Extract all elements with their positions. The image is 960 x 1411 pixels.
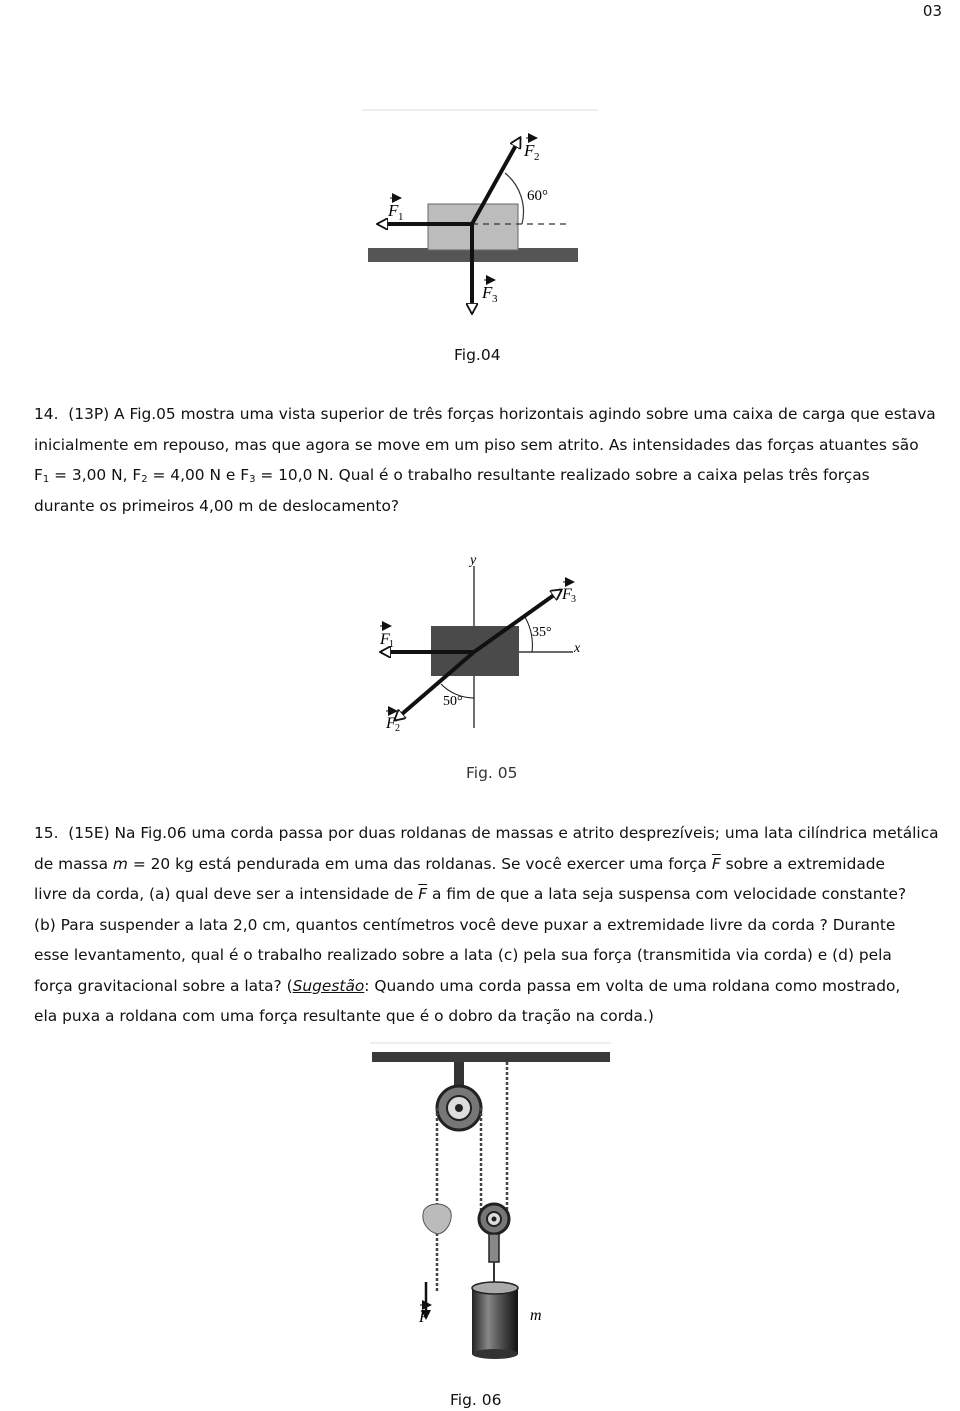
q15-line-7: ela puxa a roldana com uma força resultante que é o dobro da tração na corda.): [34, 1007, 654, 1025]
fig04-caption: Fig.04: [454, 346, 501, 364]
question-14: [34, 399, 958, 521]
fig06-caption: Fig. 06: [450, 1391, 502, 1409]
f2-label: [385, 711, 400, 734]
angle-35-label: 35°: [532, 625, 552, 640]
q15-line-4: (b) Para suspender a lata 2,0 cm, quantos centímetros você deve puxar a extremidade livre da corda ? Durante: [34, 915, 896, 934]
ceiling: [372, 1052, 610, 1062]
svg-text:2: 2: [395, 723, 400, 734]
svg-text:F: F: [562, 586, 572, 603]
q15-line-3: livre da corda, (a) qual deve ser a intensidade de $\overline{F}$ a fim de que a lata seja suspensa com velocidade constante?: [34, 885, 907, 903]
q15-line-1: 15. (15E) Na Fig.06 uma corda passa por duas roldanas de massas e atrito desprezíveis; uma lata cilíndrica metálica: [34, 824, 939, 842]
metal-can: [472, 1282, 518, 1359]
figure-04: [360, 108, 600, 333]
angle-60-label: 60°: [527, 188, 548, 204]
q14-line-1: 14. (13P) A Fig.05 mostra uma vista superior de três forças horizontais agindo sobre uma caixa de carga que estava: [34, 405, 936, 423]
svg-text:F: F: [386, 715, 396, 732]
q14-line-2: inicialmente em repouso, mas que agora se move em um piso sem atrito. As intensidades das forças atuantes são: [34, 435, 919, 454]
movable-pulley: [479, 1204, 509, 1234]
svg-text:1: 1: [389, 639, 394, 650]
f3-label: [481, 280, 498, 305]
fig04-diagram: [360, 108, 600, 333]
svg-text:3: 3: [571, 594, 576, 605]
svg-text:F: F: [524, 141, 535, 160]
svg-text:F: F: [482, 283, 493, 302]
mass-label: m: [530, 1307, 542, 1324]
f3-label: [561, 582, 576, 605]
y-axis-label: y: [470, 553, 477, 568]
svg-text:3: 3: [492, 293, 498, 305]
page-number: 03: [922, 2, 942, 20]
x-axis-label: x: [574, 641, 581, 656]
fig06-diagram: [368, 1042, 613, 1372]
q15-line-5: esse levantamento, qual é o trabalho realizado sobre a lata (c) pela sua força (transmitida via corda) e (d) pela: [34, 946, 892, 964]
fig05-diagram: [375, 548, 605, 748]
f2-label: [523, 138, 540, 163]
svg-text:F: F: [388, 201, 399, 220]
svg-text:F: F: [419, 1309, 429, 1326]
q14-line-4: durante os primeiros 4,00 m de deslocamento?: [34, 496, 400, 515]
fixed-pulley: [437, 1086, 481, 1130]
hand: [423, 1204, 451, 1234]
figure-05: [375, 548, 605, 748]
angle-50-label: 50°: [443, 694, 463, 709]
svg-text:1: 1: [398, 211, 404, 223]
svg-text:2: 2: [534, 151, 540, 163]
fig05-caption: Fig. 05: [466, 764, 518, 782]
figure-06: [368, 1042, 613, 1372]
q14-line-3: $F_1 = 3,00$ N, $F_2 = 4,00$ N e $F_3 = 10,0$ N. Qual é o trabalho resultante realizado sobre a caixa pelas três forças: [34, 466, 870, 485]
f1-label: [379, 626, 394, 650]
q15-line-6: força gravitacional sobre a lata? (Sugestão: Quando uma corda passa em volta de uma roldana como mostrado,: [34, 976, 901, 995]
q15-line-2: de massa m = 20 kg está pendurada em uma das roldanas. Se você exercer uma força $\overline{F}$ sobre a extremidade: [34, 854, 886, 873]
f-label: [418, 1305, 430, 1326]
svg-text:F: F: [380, 631, 390, 648]
question-15: [34, 818, 958, 1032]
f1-label: [387, 198, 404, 223]
